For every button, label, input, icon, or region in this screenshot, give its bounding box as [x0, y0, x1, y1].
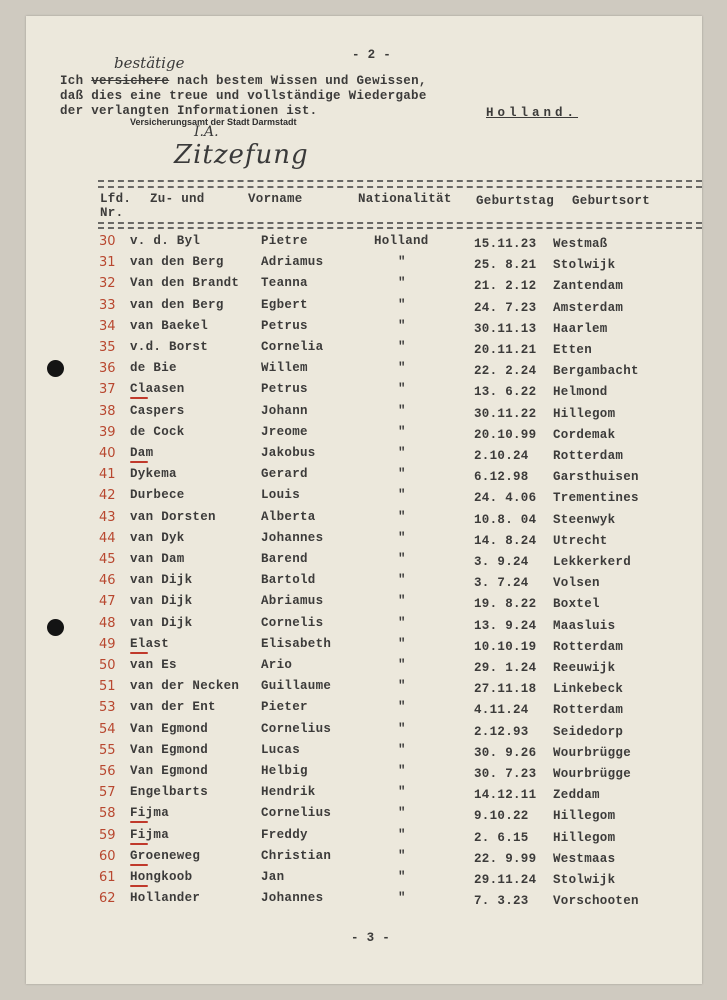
birthdate: 22. 9.99: [474, 851, 537, 866]
birthplace: Volsen: [553, 576, 600, 591]
birthdate: 4.11.24: [474, 703, 529, 718]
red-underline-mark: [130, 885, 148, 887]
col-header-nationality: Nationalität: [358, 192, 452, 206]
surname: Van Egmond: [130, 764, 209, 778]
nationality: ": [398, 658, 406, 672]
nationality: ": [398, 806, 406, 821]
punch-hole: [47, 360, 64, 377]
surname: Hongkoob: [130, 870, 193, 884]
handwritten-correction: bestätige: [114, 54, 185, 72]
birthdate: 30. 7.23: [474, 767, 537, 781]
page-number: - 2 -: [352, 48, 392, 62]
nationality: ": [398, 742, 406, 757]
surname: Hollander: [130, 891, 201, 906]
divider: [98, 222, 702, 224]
birthplace: Linkebeck: [553, 682, 624, 697]
red-underline-mark: [130, 821, 148, 823]
first-name: Petrus: [261, 382, 308, 397]
nationality: ": [398, 403, 406, 418]
row-number: 57: [99, 785, 116, 801]
birthplace: Amsterdam: [553, 300, 624, 315]
birthdate: 30.11.13: [474, 321, 537, 336]
nationality: ": [398, 361, 406, 376]
birthdate: 2.12.93: [474, 724, 529, 739]
nationality: ": [398, 700, 406, 715]
col-header-nr: Nr.: [100, 206, 124, 220]
birthdate: 2.10.24: [474, 449, 529, 463]
row-number: 39: [99, 424, 116, 440]
surname: Dam: [130, 446, 154, 460]
nationality: ": [398, 340, 406, 354]
row-number: 55: [99, 742, 116, 758]
red-underline-mark: [130, 652, 148, 654]
first-name: Christian: [261, 848, 332, 863]
nationality: ": [398, 509, 406, 524]
divider: [98, 180, 702, 182]
birthplace: Hillegom: [553, 830, 616, 845]
surname: Durbece: [130, 488, 185, 503]
row-number: 54: [99, 721, 116, 737]
surname: Fijma: [130, 827, 170, 842]
birthdate: 20.10.99: [474, 427, 537, 442]
surname: van Dijk: [130, 573, 193, 588]
first-name: Elisabeth: [261, 636, 332, 651]
nationality: ": [398, 721, 406, 736]
col-header-first-name: Vorname: [248, 192, 303, 206]
birthplace: Cordemak: [553, 427, 616, 442]
birthdate: 25. 8.21: [474, 258, 537, 273]
surname: Claasen: [130, 382, 185, 397]
red-underline-mark: [130, 461, 148, 463]
declaration-line-2: daß dies eine treue und vollständige Wiedergabe: [60, 89, 427, 103]
surname: Caspers: [130, 403, 185, 418]
first-name: Hendrik: [261, 785, 316, 800]
birthplace: Vorschooten: [553, 894, 639, 909]
birthdate: 3. 7.24: [474, 576, 529, 591]
first-name: Johannes: [261, 530, 324, 545]
nationality: ": [398, 446, 406, 460]
row-number: 31: [99, 255, 116, 271]
first-name: Johann: [261, 403, 308, 418]
row-number: 36: [99, 361, 116, 377]
first-name: Gerard: [261, 467, 308, 482]
birthplace: Seidedorp: [553, 724, 624, 739]
birthplace: Reeuwijk: [553, 661, 616, 675]
birthdate: 24. 7.23: [474, 300, 537, 315]
birthplace: Hillegom: [553, 809, 616, 824]
country-heading: Holland.: [486, 106, 579, 120]
surname: van den Berg: [130, 297, 224, 312]
birthdate: 3. 9.24: [474, 555, 529, 569]
row-number: 35: [99, 340, 116, 355]
row-number: 30: [99, 234, 116, 249]
nationality: ": [398, 276, 406, 291]
birthplace: Trementines: [553, 491, 639, 506]
first-name: Guillaume: [261, 679, 332, 694]
row-number: 41: [99, 467, 116, 483]
first-name: Jakobus: [261, 446, 316, 460]
row-number: 62: [99, 891, 116, 907]
punch-hole: [47, 619, 64, 636]
row-number: 49: [99, 636, 116, 652]
first-name: Jan: [261, 870, 285, 884]
birthdate: 15.11.23: [474, 237, 537, 251]
birthplace: Rotterdam: [553, 449, 624, 463]
next-page-number: - 3 -: [351, 931, 391, 945]
first-name: Pietre: [261, 234, 308, 248]
birthdate: 13. 9.24: [474, 618, 537, 633]
surname: Van den Brandt: [130, 276, 240, 291]
birthdate: 10.8. 04: [474, 512, 537, 527]
first-name: Jreome: [261, 424, 308, 439]
surname: van Es: [130, 658, 177, 672]
nationality: ": [398, 615, 406, 630]
surname: Engelbarts: [130, 785, 209, 800]
row-number: 60: [99, 848, 116, 864]
document-page: [26, 16, 702, 984]
first-name: Cornelius: [261, 721, 332, 736]
nationality: ": [398, 552, 406, 566]
col-header-birthplace: Geburtsort: [572, 194, 651, 208]
birthplace: Hillegom: [553, 406, 616, 421]
official-stamp: Versicherungsamt der Stadt Darmstadt: [130, 117, 297, 127]
first-name: Ario: [261, 658, 293, 672]
surname: v. d. Byl: [130, 234, 201, 248]
row-number: 34: [99, 318, 116, 334]
divider: [98, 186, 702, 188]
nationality: ": [398, 255, 406, 270]
first-name: Alberta: [261, 509, 316, 524]
signature-abbreviation: I.A.: [194, 124, 219, 140]
row-number: 37: [99, 382, 116, 398]
birthplace: Zeddam: [553, 788, 600, 803]
nationality: ": [398, 848, 406, 863]
nationality: ": [398, 891, 406, 906]
row-number: 45: [99, 552, 116, 567]
birthplace: Bergambacht: [553, 364, 639, 379]
birthplace: Stolwijk: [553, 873, 616, 887]
surname: Elast: [130, 636, 170, 651]
row-number: 40: [99, 446, 116, 461]
first-name: Lucas: [261, 742, 301, 757]
declaration-line-3: der verlangten Informationen ist.: [60, 104, 318, 118]
first-name: Egbert: [261, 297, 308, 312]
birthplace: Etten: [553, 343, 593, 357]
surname: van den Berg: [130, 255, 224, 270]
surname: v.d. Borst: [130, 340, 209, 354]
row-number: 46: [99, 573, 116, 589]
birthplace: Wourbrügge: [553, 745, 632, 760]
surname: Van Egmond: [130, 721, 209, 736]
birthdate: 7. 3.23: [474, 894, 529, 909]
nationality: ": [398, 297, 406, 312]
birthplace: Zantendam: [553, 279, 624, 294]
nationality: ": [398, 679, 406, 694]
birthplace: Wourbrügge: [553, 767, 632, 781]
nationality: ": [398, 318, 406, 333]
first-name: Bartold: [261, 573, 316, 588]
birthdate: 30. 9.26: [474, 745, 537, 760]
birthplace: Garsthuisen: [553, 470, 639, 485]
nationality: ": [398, 870, 406, 884]
first-name: Cornelis: [261, 615, 324, 630]
first-name: Pieter: [261, 700, 308, 715]
birthdate: 9.10.22: [474, 809, 529, 824]
birthplace: Stolwijk: [553, 258, 616, 273]
birthplace: Rotterdam: [553, 703, 624, 718]
row-number: 48: [99, 615, 116, 631]
row-number: 53: [99, 700, 116, 716]
surname: Fijma: [130, 806, 170, 821]
signature: Zitzefung: [174, 140, 309, 170]
birthplace: Rotterdam: [553, 639, 624, 654]
birthplace: Haarlem: [553, 321, 608, 336]
surname: de Cock: [130, 424, 185, 439]
surname: van der Necken: [130, 679, 240, 694]
surname: Dykema: [130, 467, 177, 482]
first-name: Johannes: [261, 891, 324, 906]
row-number: 50: [99, 658, 116, 673]
row-number: 47: [99, 594, 116, 610]
row-number: 32: [99, 276, 116, 292]
surname: van Dam: [130, 552, 185, 566]
birthdate: 14. 8.24: [474, 533, 537, 548]
surname: van Dorsten: [130, 509, 216, 524]
birthplace: Steenwyk: [553, 512, 616, 527]
birthdate: 6.12.98: [474, 470, 529, 485]
nationality: ": [398, 636, 406, 651]
birthdate: 2. 6.15: [474, 830, 529, 845]
birthplace: Westmaas: [553, 851, 616, 866]
surname: van Dyk: [130, 530, 185, 545]
nationality: ": [398, 530, 406, 545]
first-name: Cornelius: [261, 806, 332, 821]
birthplace: Maasluis: [553, 618, 616, 633]
surname: de Bie: [130, 361, 177, 376]
row-number: 38: [99, 403, 116, 419]
red-underline-mark: [130, 397, 148, 399]
row-number: 51: [99, 679, 116, 695]
birthdate: 10.10.19: [474, 639, 537, 654]
birthdate: 14.12.11: [474, 788, 537, 803]
first-name: Adriamus: [261, 255, 324, 270]
birthplace: Lekkerkerd: [553, 555, 632, 569]
first-name: Abriamus: [261, 594, 324, 609]
birthdate: 19. 8.22: [474, 597, 537, 612]
nationality: ": [398, 764, 406, 778]
birthdate: 30.11.22: [474, 406, 537, 421]
nationality: ": [398, 488, 406, 503]
first-name: Helbig: [261, 764, 308, 778]
row-number: 61: [99, 870, 116, 885]
surname: van der Ent: [130, 700, 216, 715]
first-name: Petrus: [261, 318, 308, 333]
surname: Van Egmond: [130, 742, 209, 757]
surname: van Baekel: [130, 318, 209, 333]
birthdate: 20.11.21: [474, 343, 537, 357]
surname: van Dijk: [130, 594, 193, 609]
declaration-line-1: Ich versichere nach bestem Wissen und Gewissen,: [60, 74, 427, 88]
row-number: 43: [99, 509, 116, 525]
col-header-surname: Zu- und: [150, 192, 205, 206]
birthplace: Utrecht: [553, 533, 608, 548]
row-number: 58: [99, 806, 116, 822]
nationality: Holland: [374, 234, 429, 248]
first-name: Freddy: [261, 827, 308, 842]
birthdate: 22. 2.24: [474, 364, 537, 379]
col-header-lfd: Lfd.: [100, 192, 132, 206]
first-name: Teanna: [261, 276, 308, 291]
nationality: ": [398, 827, 406, 842]
row-number: 59: [99, 827, 116, 843]
birthdate: 24. 4.06: [474, 491, 537, 506]
nationality: ": [398, 573, 406, 588]
row-number: 44: [99, 530, 116, 546]
birthdate: 13. 6.22: [474, 385, 537, 400]
surname: Groeneweg: [130, 848, 201, 863]
birthplace: Helmond: [553, 385, 608, 400]
nationality: ": [398, 467, 406, 482]
row-number: 56: [99, 764, 116, 779]
nationality: ": [398, 594, 406, 609]
birthdate: 29. 1.24: [474, 661, 537, 675]
row-number: 33: [99, 297, 116, 313]
birthdate: 27.11.18: [474, 682, 537, 697]
row-number: 42: [99, 488, 116, 504]
birthdate: 29.11.24: [474, 873, 537, 887]
red-underline-mark: [130, 864, 148, 866]
nationality: ": [398, 785, 406, 800]
first-name: Barend: [261, 552, 308, 566]
surname: van Dijk: [130, 615, 193, 630]
first-name: Cornelia: [261, 340, 324, 354]
birthplace: Westmaß: [553, 237, 608, 251]
divider: [98, 227, 702, 229]
first-name: Louis: [261, 488, 301, 503]
nationality: ": [398, 424, 406, 439]
nationality: ": [398, 382, 406, 397]
birthdate: 21. 2.12: [474, 279, 537, 294]
col-header-birthdate: Geburtstag: [476, 194, 555, 208]
birthplace: Boxtel: [553, 597, 600, 612]
red-underline-mark: [130, 843, 148, 845]
first-name: Willem: [261, 361, 308, 376]
